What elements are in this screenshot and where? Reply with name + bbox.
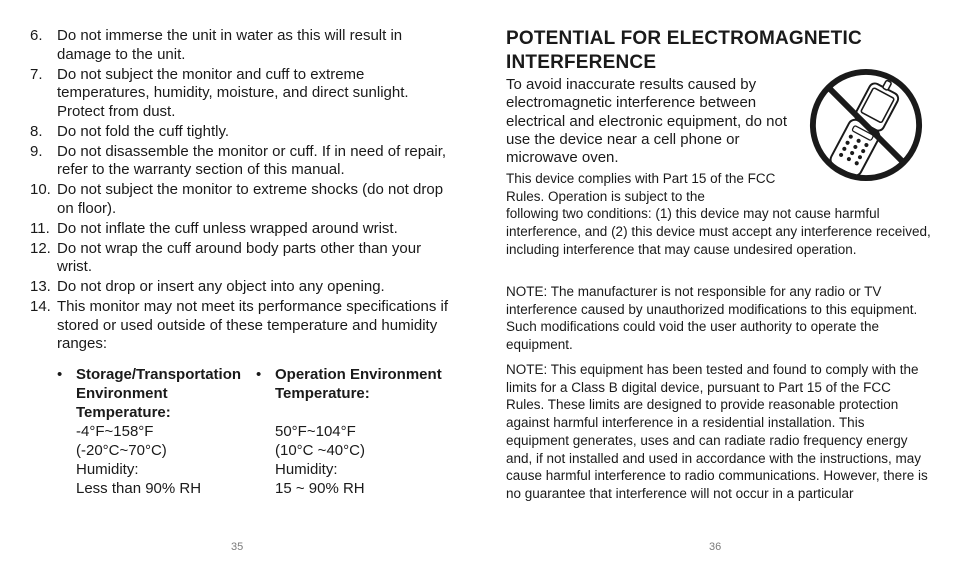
list-item: 11. Do not inflate the cuff unless wrapped around wrist. xyxy=(30,219,398,237)
section-title: POTENTIAL FOR ELECTROMAGNETIC INTERFERENCE xyxy=(506,28,862,73)
storage-humidity-value: Less than 90% RH xyxy=(76,480,202,497)
bullet: • xyxy=(256,366,262,383)
list-item: 7. Do not subject the monitor and cuff to extreme temperatures, humidity, moisture, and direct sunlight. Protect from dust. xyxy=(30,65,409,120)
bullet: • xyxy=(57,366,63,383)
precautions-list xyxy=(30,27,450,355)
list-item: 12. Do not wrap the cuff around body parts other than your wrist. xyxy=(30,239,422,275)
page-number: 36 xyxy=(709,541,722,553)
operation-temp-f: 50°F~104°F xyxy=(275,423,356,440)
storage-temp-c: (-20°C~70°C) xyxy=(76,442,167,459)
note-class-b: NOTE: This equipment has been tested and found to comply with the limits for a Class B digital device, pursuant to Part 15 of the FCC Rules. These limits are designed to provide reasonable protection against harmful interference in a residential installation. This equipment generates, uses and can radiate radio frequency energy and, if not installed and used in accordance with the instructions, may cause harmful interference to radio communications. However, there is no guarantee that interference will not occur in a particular xyxy=(506,362,928,501)
list-item: 9. Do not disassemble the monitor or cuff. If in need of repair, refer to the warranty section of this manual. xyxy=(30,142,447,178)
fcc-compliance-first: This device complies with Part 15 of the FCC Rules. Operation is subject to the xyxy=(506,171,776,204)
right-page xyxy=(477,0,954,564)
operation-temp-c: (10°C ~40°C) xyxy=(275,442,365,459)
list-item: 13. Do not drop or insert any object into any opening. xyxy=(30,278,385,295)
note-modifications: NOTE: The manufacturer is not responsible for any radio or TV interference caused by unauthorized modifications to this equipment. Such modifications could void the user authority to operate the equipment. xyxy=(506,284,918,353)
list-item: 6. Do not immerse the unit in water as this will result in damage to the unit. xyxy=(30,27,403,63)
storage-heading: Storage/Transportation Environment Temperature: xyxy=(76,366,242,421)
operation-humidity-label: Humidity: xyxy=(275,461,338,478)
page-number: 35 xyxy=(231,541,244,553)
storage-temp-f: -4°F~158°F xyxy=(76,423,154,440)
no-cell-phone-icon xyxy=(807,66,925,184)
operation-humidity-value: 15 ~ 90% RH xyxy=(275,480,365,497)
fcc-compliance-paragraph xyxy=(506,170,931,259)
list-item: 14. This monitor may not meet its performance specifications if stored or used outside of these temperature and humidity ranges: xyxy=(30,298,448,352)
list-item: 10. Do not subject the monitor to extreme shocks (do not drop on floor). xyxy=(30,181,444,217)
list-item: 8. Do not fold the cuff tightly. xyxy=(30,122,230,140)
fcc-compliance-rest: following two conditions: (1) this device may not cause harmful interference, and (2) this device must accept any interference received, including interference that may cause undesired operation. xyxy=(506,206,931,257)
storage-humidity-label: Humidity: xyxy=(76,461,139,478)
operation-heading: Operation Environment Temperature: xyxy=(275,366,442,402)
intro-paragraph: To avoid inaccurate results caused by electromagnetic interference between electrical and electronic equipment, do not use the device near a cell phone or microwave oven. xyxy=(506,76,788,167)
